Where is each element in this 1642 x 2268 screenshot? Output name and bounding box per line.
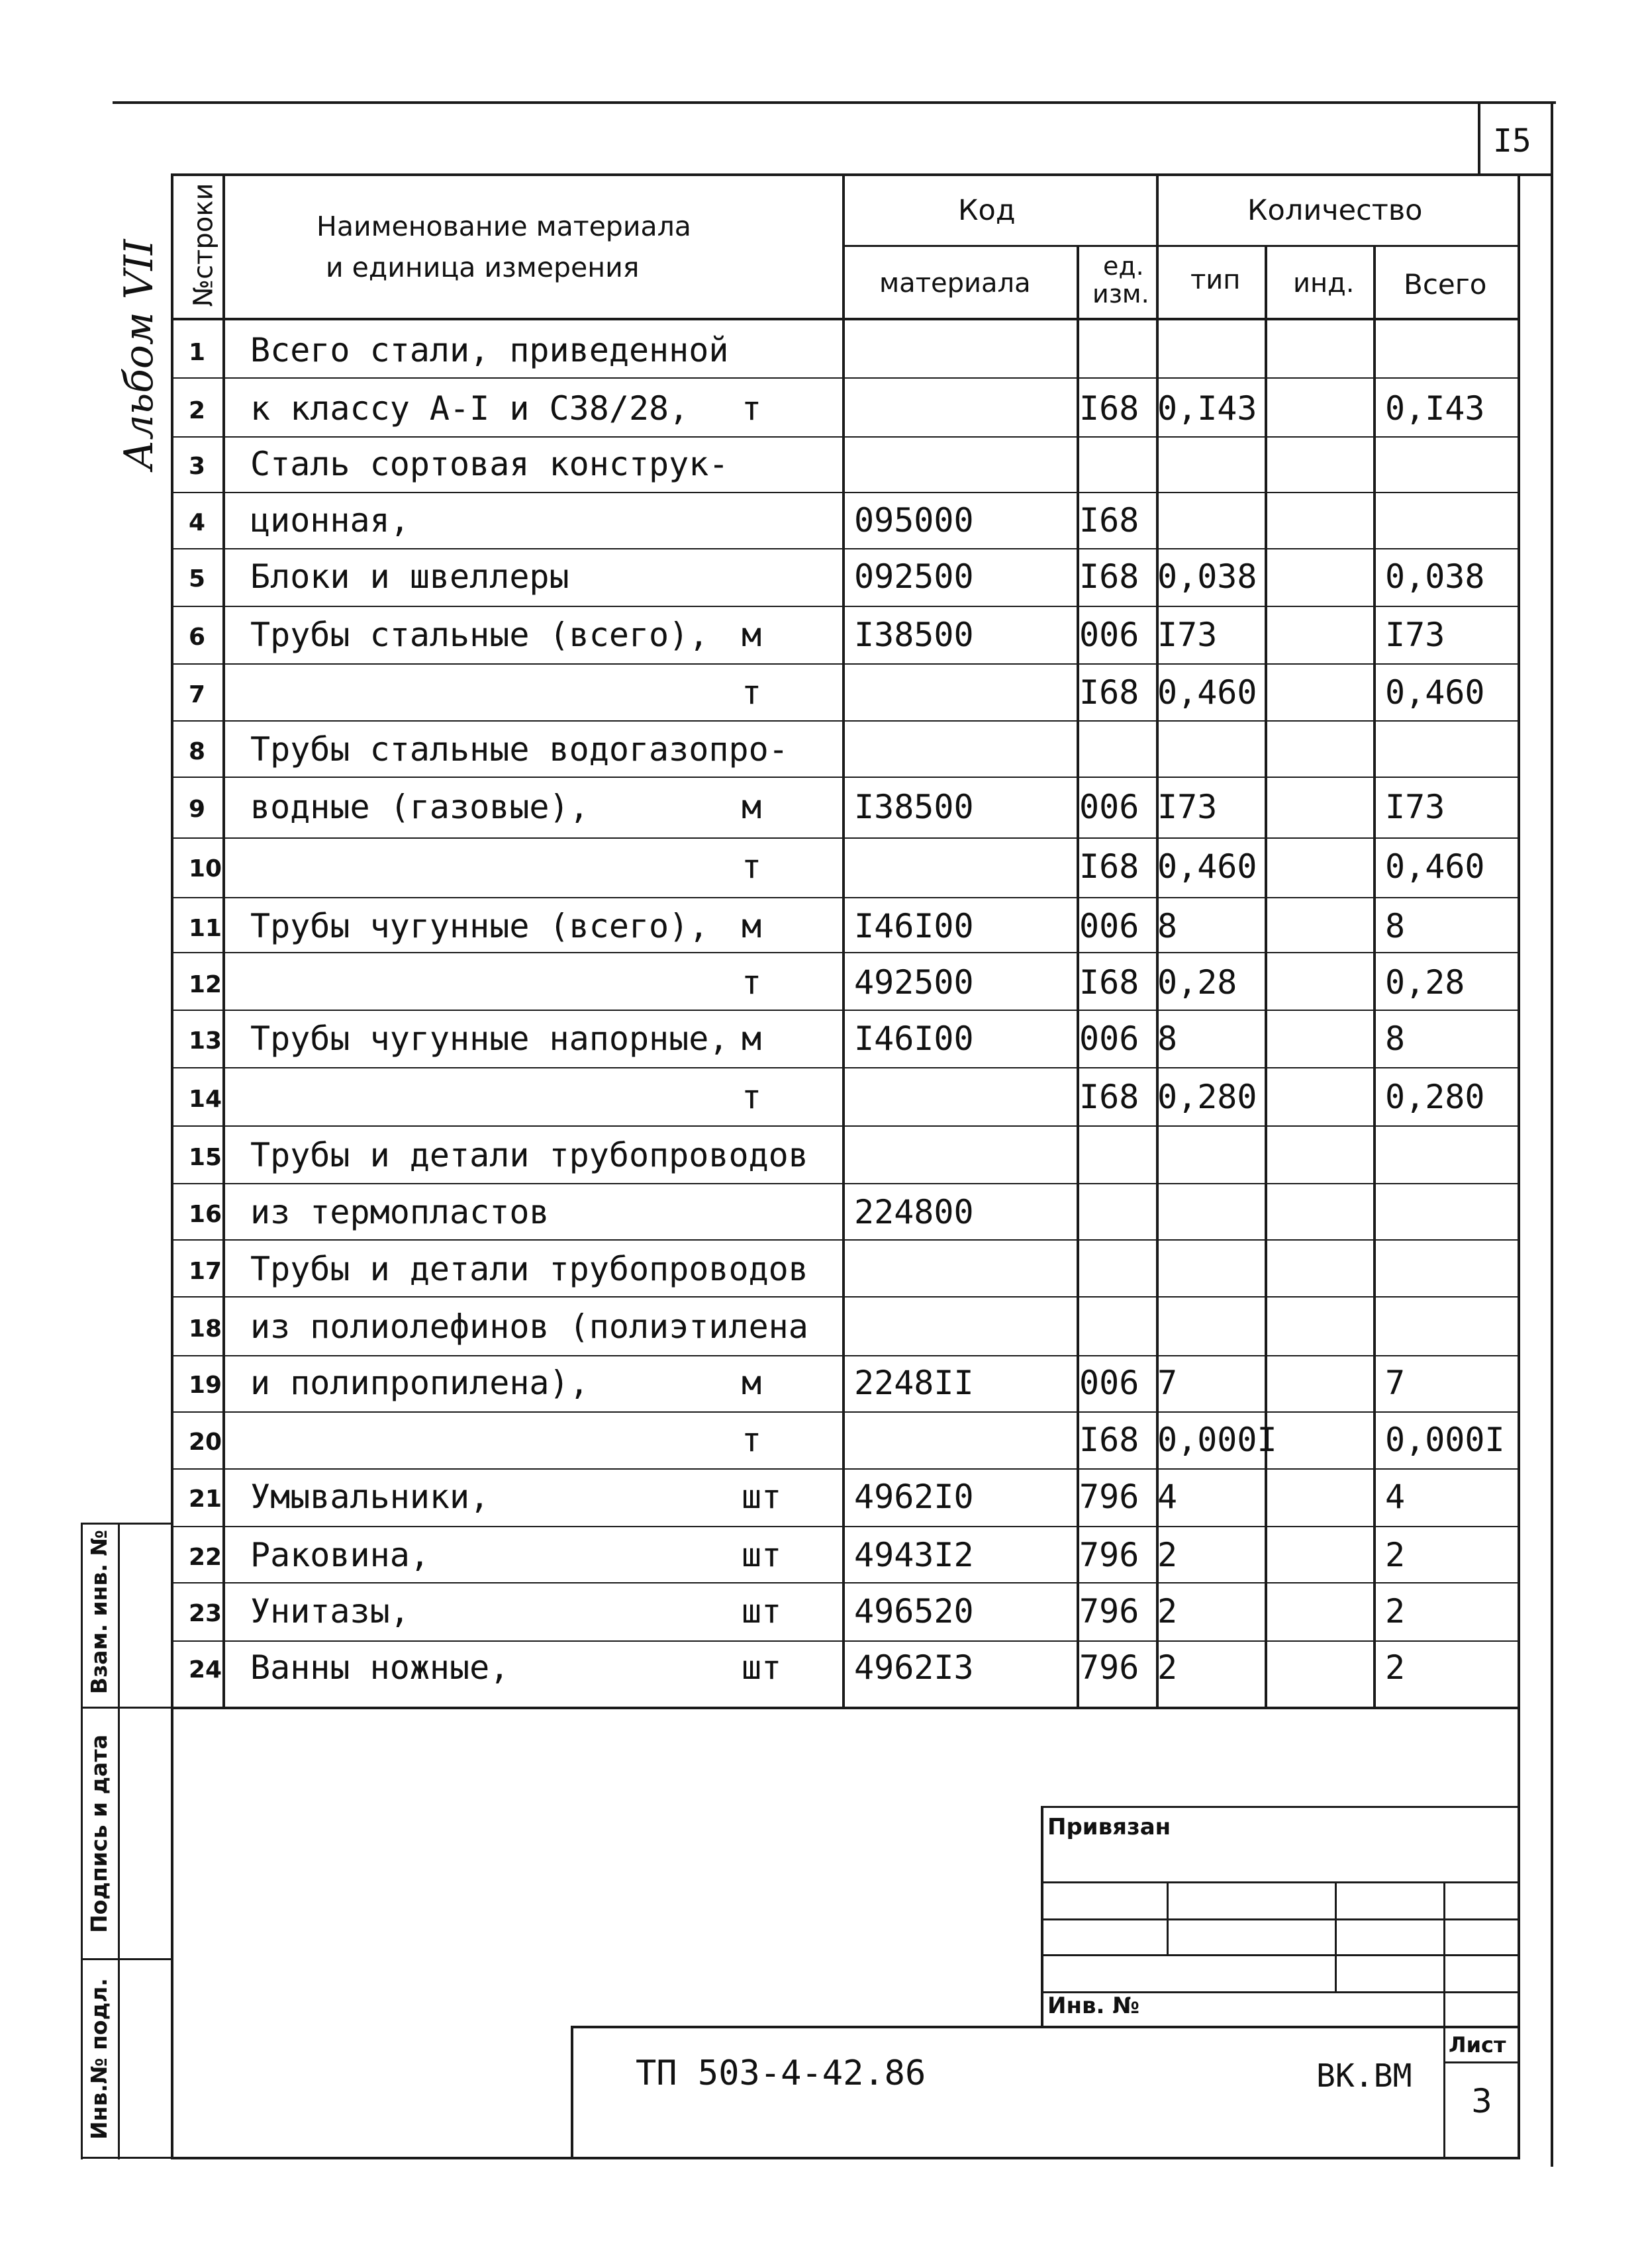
quantity-type: 0,038 xyxy=(1157,557,1257,596)
material-name: из полиолефинов (полиэтилена xyxy=(250,1307,808,1346)
row-number: 4 xyxy=(189,509,206,536)
quantity-type: 0,460 xyxy=(1157,673,1257,712)
material-code: I38500 xyxy=(854,616,974,654)
material-code: 4962I3 xyxy=(854,1648,974,1687)
material-name: Всего стали, приведенной xyxy=(250,331,729,369)
material-unit: шт xyxy=(742,1592,782,1630)
material-name: Сталь сортовая конструк- xyxy=(250,445,729,483)
material-name: к классу А-I и С38/28, xyxy=(250,389,689,428)
row-number: 2 xyxy=(189,397,206,424)
unit-code: I68 xyxy=(1079,389,1139,428)
unit-code: 006 xyxy=(1079,907,1139,945)
material-name: Блоки и швеллеры xyxy=(250,557,569,596)
bound-label: Привязан xyxy=(1047,1814,1171,1840)
quantity-total: 2 xyxy=(1385,1592,1406,1630)
row-number: 18 xyxy=(189,1315,222,1343)
row-number: 13 xyxy=(189,1027,222,1055)
header-type: тип xyxy=(1190,265,1241,295)
unit-code: 006 xyxy=(1079,1019,1139,1058)
unit-code: I68 xyxy=(1079,847,1139,886)
material-code: 4943I2 xyxy=(854,1536,974,1574)
unit-code: I68 xyxy=(1079,501,1139,540)
material-name: Трубы чугунные напорные, xyxy=(250,1019,729,1058)
unit-code: 006 xyxy=(1079,616,1139,654)
quantity-type: 7 xyxy=(1157,1364,1178,1402)
section-code: ВК.ВМ xyxy=(1316,2057,1412,2095)
quantity-type: 8 xyxy=(1157,907,1178,945)
material-name: Раковина, xyxy=(250,1536,430,1574)
quantity-total: 0,I43 xyxy=(1385,389,1485,428)
quantity-type: I73 xyxy=(1157,788,1218,826)
unit-code: I68 xyxy=(1079,673,1139,712)
unit-code: 796 xyxy=(1079,1536,1139,1574)
material-unit: шт xyxy=(742,1478,782,1516)
material-unit: шт xyxy=(742,1648,782,1687)
quantity-total: 0,28 xyxy=(1385,963,1465,1002)
row-number: 17 xyxy=(189,1258,222,1285)
quantity-total: 0,460 xyxy=(1385,847,1485,886)
row-number: 22 xyxy=(189,1544,222,1571)
material-name: Трубы стальные водогазопро- xyxy=(250,730,789,769)
row-number: 16 xyxy=(189,1201,222,1228)
sheet-number: 3 xyxy=(1471,2082,1492,2120)
material-code: 492500 xyxy=(854,963,974,1002)
material-code: I46I00 xyxy=(854,907,974,945)
quantity-type: 0,460 xyxy=(1157,847,1257,886)
material-name: Трубы и детали трубопроводов xyxy=(250,1136,808,1174)
header-unit-line1: ед. xyxy=(1103,252,1144,281)
row-number: 15 xyxy=(189,1144,222,1171)
material-name: водные (газовые), xyxy=(250,788,589,826)
row-number: 21 xyxy=(189,1486,222,1513)
quantity-type: 2 xyxy=(1157,1592,1178,1630)
material-unit: м xyxy=(742,616,762,654)
header-total: Всего xyxy=(1404,268,1487,301)
material-name: Унитазы, xyxy=(250,1592,410,1630)
header-material: материала xyxy=(879,268,1031,299)
material-code: I38500 xyxy=(854,788,974,826)
header-name-line2: и единица измерения xyxy=(326,252,640,283)
material-code: I46I00 xyxy=(854,1019,974,1058)
row-number: 7 xyxy=(189,681,206,708)
quantity-type: 0,28 xyxy=(1157,963,1237,1002)
quantity-type: 2 xyxy=(1157,1536,1178,1574)
material-unit: м xyxy=(742,1364,762,1402)
row-number: 5 xyxy=(189,565,206,592)
unit-code: 006 xyxy=(1079,1364,1139,1402)
row-number: 12 xyxy=(189,971,222,998)
unit-code: I68 xyxy=(1079,1421,1139,1459)
material-unit: шт xyxy=(742,1536,782,1574)
header-row-number: №строки xyxy=(188,183,219,307)
quantity-type: 0,000I xyxy=(1157,1421,1277,1459)
quantity-total: 8 xyxy=(1385,907,1406,945)
unit-code: I68 xyxy=(1079,557,1139,596)
quantity-type: I73 xyxy=(1157,616,1218,654)
material-name: Трубы стальные (всего), xyxy=(250,616,709,654)
album-label: Альбом VII xyxy=(116,239,162,470)
row-number: 8 xyxy=(189,738,206,765)
material-code: 095000 xyxy=(854,501,974,540)
row-number: 14 xyxy=(189,1086,222,1113)
quantity-total: 2 xyxy=(1385,1648,1406,1687)
material-name: ционная, xyxy=(250,501,410,540)
quantity-total: 0,460 xyxy=(1385,673,1485,712)
row-number: 19 xyxy=(189,1372,222,1399)
document-code: ТП 503-4-42.86 xyxy=(636,2054,926,2093)
quantity-total: 2 xyxy=(1385,1536,1406,1574)
header-code: Код xyxy=(958,194,1016,227)
material-unit: т xyxy=(742,389,762,428)
unit-code: 796 xyxy=(1079,1648,1139,1687)
material-unit: т xyxy=(742,1421,762,1459)
quantity-type: 8 xyxy=(1157,1019,1178,1058)
row-number: 24 xyxy=(189,1656,222,1683)
row-number: 23 xyxy=(189,1600,222,1627)
header-name-line1: Наименование материала xyxy=(316,211,691,242)
quantity-total: I73 xyxy=(1385,788,1445,826)
sheet-label: Лист xyxy=(1449,2032,1506,2057)
orig-inv-field: Инв.№ подл. xyxy=(86,1978,112,2140)
replace-inv-field: Взам. инв. № xyxy=(86,1529,112,1695)
row-number: 3 xyxy=(189,453,206,480)
sign-date-field: Подпись и дата xyxy=(86,1734,112,1933)
row-number: 20 xyxy=(189,1429,222,1456)
unit-code: I68 xyxy=(1079,963,1139,1002)
material-code: 092500 xyxy=(854,557,974,596)
material-name: Трубы и детали трубопроводов xyxy=(250,1250,808,1288)
quantity-total: I73 xyxy=(1385,616,1445,654)
header-quantity: Количество xyxy=(1247,194,1423,227)
header-unit-line2: изм. xyxy=(1092,279,1149,308)
unit-code: I68 xyxy=(1079,1078,1139,1116)
unit-code: 796 xyxy=(1079,1478,1139,1516)
material-unit: т xyxy=(742,673,762,712)
quantity-type: 0,I43 xyxy=(1157,389,1257,428)
row-number: 6 xyxy=(189,624,206,651)
quantity-total: 0,000I xyxy=(1385,1421,1505,1459)
material-code: 496520 xyxy=(854,1592,974,1630)
material-name: Умывальники, xyxy=(250,1478,490,1516)
row-number: 10 xyxy=(189,855,222,882)
quantity-total: 7 xyxy=(1385,1364,1406,1402)
quantity-total: 4 xyxy=(1385,1478,1406,1516)
material-unit: т xyxy=(742,963,762,1002)
material-name: Трубы чугунные (всего), xyxy=(250,907,709,945)
quantity-type: 4 xyxy=(1157,1478,1178,1516)
unit-code: 006 xyxy=(1079,788,1139,826)
material-unit: т xyxy=(742,1078,762,1116)
quantity-total: 8 xyxy=(1385,1019,1406,1058)
material-code: 4962I0 xyxy=(854,1478,974,1516)
page-number: I5 xyxy=(1493,122,1531,160)
material-code: 2248II xyxy=(854,1364,974,1402)
quantity-type: 2 xyxy=(1157,1648,1178,1687)
material-unit: м xyxy=(742,907,762,945)
material-unit: м xyxy=(742,1019,762,1058)
material-name: и полипропилена), xyxy=(250,1364,589,1402)
quantity-total: 0,038 xyxy=(1385,557,1485,596)
row-number: 1 xyxy=(189,339,206,366)
inv-number-label: Инв. № xyxy=(1047,1993,1140,2019)
unit-code: 796 xyxy=(1079,1592,1139,1630)
material-unit: м xyxy=(742,788,762,826)
material-unit: т xyxy=(742,847,762,886)
row-number: 9 xyxy=(189,796,206,823)
material-name: из термопластов xyxy=(250,1193,550,1231)
header-ind: инд. xyxy=(1293,268,1355,299)
quantity-type: 0,280 xyxy=(1157,1078,1257,1116)
quantity-total: 0,280 xyxy=(1385,1078,1485,1116)
material-code: 224800 xyxy=(854,1193,974,1231)
row-number: 11 xyxy=(189,915,222,942)
material-name: Ванны ножные, xyxy=(250,1648,510,1687)
